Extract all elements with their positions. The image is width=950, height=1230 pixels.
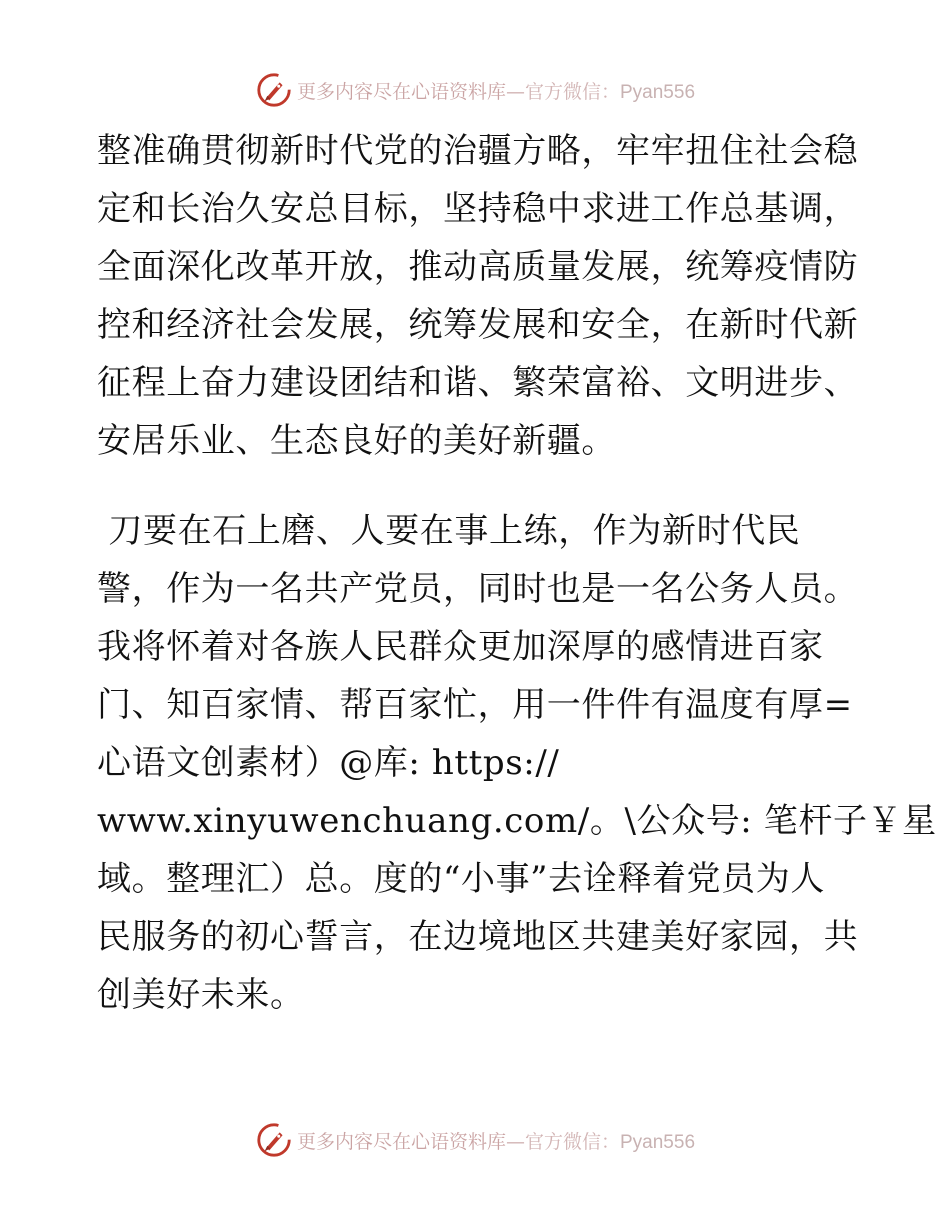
header-banner-wechat: 官方微信： [524, 80, 620, 103]
text-line: www.xinyuwenchuang.com/。\公众号: 笔杆子￥星 [97, 801, 937, 841]
header-banner-sep: — [505, 80, 525, 103]
text-line: 心语文创素材）@库: https:// [97, 743, 560, 783]
text-line: 域。整理汇）总。度的“小事”去诠释着党员为人 [97, 859, 825, 899]
pen-nib-logo-icon [255, 1121, 293, 1159]
text-line: 整准确贯彻新时代党的治疆方略，牢牢扭住社会稳 [97, 131, 859, 171]
footer-banner-id: Pyan556 [620, 1131, 696, 1153]
text-line: 控和经济社会发展，统筹发展和安全，在新时代新 [97, 305, 859, 345]
paragraph-1 [97, 122, 857, 470]
text-line: 刀要在石上磨、人要在事上练，作为新时代民 [97, 511, 801, 551]
footer-banner-main: 更多内容尽在心语资料库 [296, 1130, 506, 1153]
paragraph-2 [97, 502, 937, 1024]
text-line: 安居乐业、生态良好的美好新疆。 [97, 421, 616, 461]
header-banner-id: Pyan556 [620, 81, 696, 103]
header-banner [0, 70, 950, 110]
footer-banner-sep: — [505, 1130, 525, 1153]
text-line: 我将怀着对各族人民群众更加深厚的感情进百家 [97, 627, 824, 667]
text-line: 门、知百家情、帮百家忙，用一件件有温度有厚= [97, 685, 853, 725]
header-banner-main: 更多内容尽在心语资料库 [296, 80, 506, 103]
footer-banner [0, 1120, 950, 1160]
footer-banner-wechat: 官方微信： [524, 1130, 620, 1153]
text-line: 创美好未来。 [97, 975, 305, 1015]
text-line: 警，作为一名共产党员，同时也是一名公务人员。 [97, 569, 859, 609]
footer-banner-text [297, 1127, 695, 1154]
paragraph-gap [97, 470, 857, 502]
pen-nib-logo-icon [255, 71, 293, 109]
document-body [97, 122, 937, 1024]
text-line: 征程上奋力建设团结和谐、繁荣富裕、文明进步、 [97, 363, 859, 403]
header-banner-text [297, 77, 695, 104]
text-line: 全面深化改革开放，推动高质量发展，统筹疫情防 [97, 247, 859, 287]
text-line: 民服务的初心誓言，在边境地区共建美好家园，共 [97, 917, 859, 957]
text-line: 定和长治久安总目标，坚持稳中求进工作总基调， [97, 189, 859, 229]
